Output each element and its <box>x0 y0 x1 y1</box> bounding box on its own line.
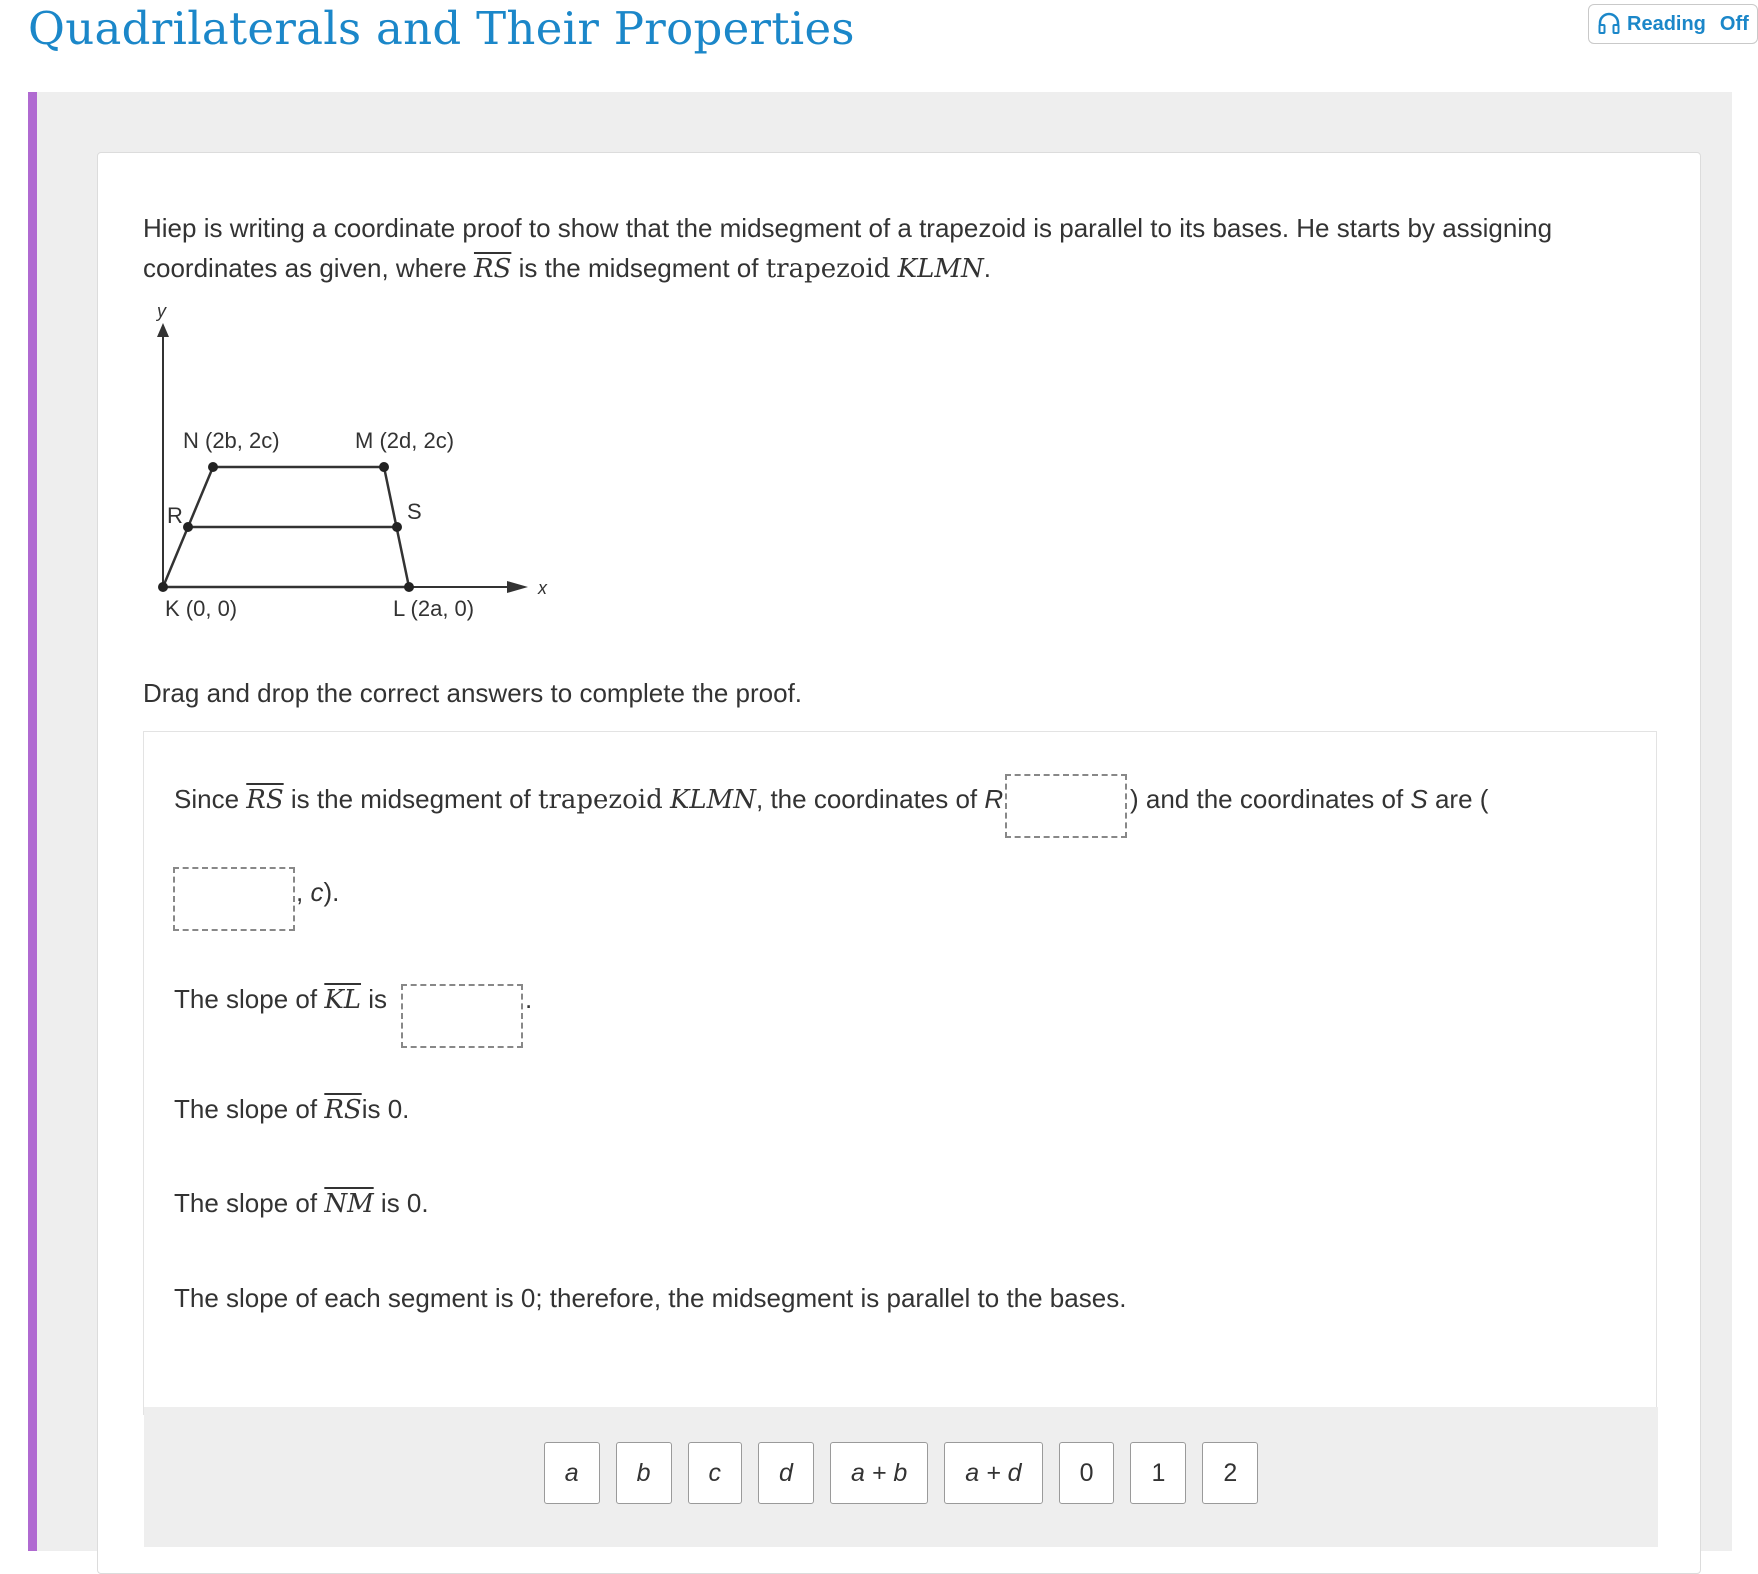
x-axis-label: x <box>538 578 547 598</box>
proof-line-1-tail <box>1130 784 1488 815</box>
segment-kl: $\overline{KL}$ <box>324 985 362 1015</box>
prompt-text-2: coordinates as given, where <box>143 253 474 283</box>
answer-tile-2[interactable] <box>1202 1442 1258 1504</box>
reading-state: Off <box>1719 12 1749 35</box>
shape-klmn: KLMN <box>897 254 984 284</box>
answer-tile-b[interactable] <box>616 1442 672 1504</box>
x-axis-arrow-icon <box>507 581 528 593</box>
proof-line-1 <box>174 784 1086 815</box>
prompt-word: trapezoid <box>765 254 891 284</box>
proof-text: , <box>296 877 311 907</box>
proof-text: , the coordinates of <box>756 784 985 814</box>
tile-label: a <box>564 1458 579 1487</box>
label-m: M (2d, 2c) <box>355 428 455 453</box>
drop-zone-r-y[interactable] <box>1005 774 1127 838</box>
proof-text: ) and the coordinates of <box>1130 784 1411 814</box>
reading-toggle-button[interactable] <box>1588 4 1758 44</box>
label-s: S <box>407 499 422 524</box>
tile-label: 0 <box>1079 1458 1094 1487</box>
proof-line-4 <box>174 1094 409 1125</box>
answer-tile-a-plus-b[interactable] <box>830 1442 928 1504</box>
proof-line-3-tail <box>525 984 532 1015</box>
tile-label: b <box>636 1458 651 1487</box>
tile-label: d <box>779 1458 793 1487</box>
proof-text: is 0. <box>373 1188 429 1218</box>
answer-tile-a-plus-d[interactable] <box>944 1442 1042 1504</box>
accent-bar <box>28 92 37 1551</box>
point-k <box>158 582 168 592</box>
prompt-text-1: Hiep is writing a coordinate proof to show that the midsegment of a trapezoid is parallel to its bases. He starts by assigning <box>143 213 1553 243</box>
proof-text: are ( <box>1427 784 1489 814</box>
point-m <box>379 462 389 472</box>
prompt-end: . <box>983 253 991 283</box>
point-r <box>183 522 193 532</box>
segment-nm: $\overline{NM}$ <box>324 1189 374 1219</box>
answer-tile-a[interactable] <box>544 1442 600 1504</box>
point-l <box>404 582 414 592</box>
tile-label: a + d <box>965 1458 1022 1487</box>
label-k: K (0, 0) <box>165 596 238 621</box>
label-l: L (2a, 0) <box>393 596 475 621</box>
proof-text: The slope of <box>174 984 325 1014</box>
answer-tile-0[interactable] <box>1059 1442 1115 1504</box>
point-s-text: S <box>1410 784 1428 814</box>
answer-tile-1[interactable] <box>1130 1442 1186 1504</box>
proof-text: The slope of <box>174 1094 325 1124</box>
tile-label: 2 <box>1223 1458 1238 1487</box>
reading-label: Reading <box>1627 12 1706 35</box>
tile-label: 1 <box>1151 1458 1166 1487</box>
answer-tiles <box>144 1442 1658 1504</box>
segment-rs: $\overline{RS}$ <box>473 254 512 284</box>
proof-text: . <box>525 984 533 1014</box>
label-n: N (2b, 2c) <box>183 428 280 453</box>
proof-line-3 <box>174 984 387 1015</box>
question-card <box>97 152 1701 1574</box>
proof-text: is <box>361 984 388 1014</box>
point-n <box>208 462 218 472</box>
page-title: Quadrilaterals and Their Properties <box>28 2 855 55</box>
proof-text: is 0. <box>361 1094 410 1124</box>
proof-word: trapezoid <box>538 785 663 815</box>
drag-drop-instruction: Drag and drop the correct answers to complete the proof. <box>143 678 803 708</box>
proof-text: Since <box>174 784 247 814</box>
question-prompt <box>143 208 1563 289</box>
point-s <box>392 522 402 532</box>
proof-line-2 <box>296 877 339 908</box>
answer-tile-c[interactable] <box>688 1442 743 1504</box>
trapezoid-figure <box>143 303 603 633</box>
segment-rs: $\overline{RS}$ <box>246 785 284 815</box>
label-r: R <box>167 503 183 528</box>
tile-label: c <box>708 1458 722 1487</box>
answer-tray <box>144 1407 1658 1547</box>
drop-zone-slope-kl[interactable] <box>401 984 523 1048</box>
var-c: c <box>310 877 324 907</box>
shape-klmn: KLMN <box>669 785 757 815</box>
headphones-icon <box>1597 12 1621 36</box>
y-axis-label: y <box>157 301 166 321</box>
proof-line-6: The slope of each segment is 0; therefore, the midsegment is parallel to the bases. <box>174 1283 1127 1313</box>
proof-line-5 <box>174 1188 429 1219</box>
drop-zone-s-x[interactable] <box>173 867 295 931</box>
answer-tile-d[interactable] <box>758 1442 814 1504</box>
proof-text: ). <box>323 877 340 907</box>
proof-text: The slope of <box>174 1188 325 1218</box>
proof-box <box>143 731 1657 1487</box>
y-axis-arrow-icon <box>157 323 169 337</box>
segment-rs: $\overline{RS}$ <box>324 1095 362 1125</box>
tile-label: a + b <box>850 1458 908 1487</box>
proof-text: is the midsegment of <box>283 784 538 814</box>
point-r-text: R <box>984 784 1004 814</box>
prompt-text-3: is the midsegment of <box>511 253 766 283</box>
